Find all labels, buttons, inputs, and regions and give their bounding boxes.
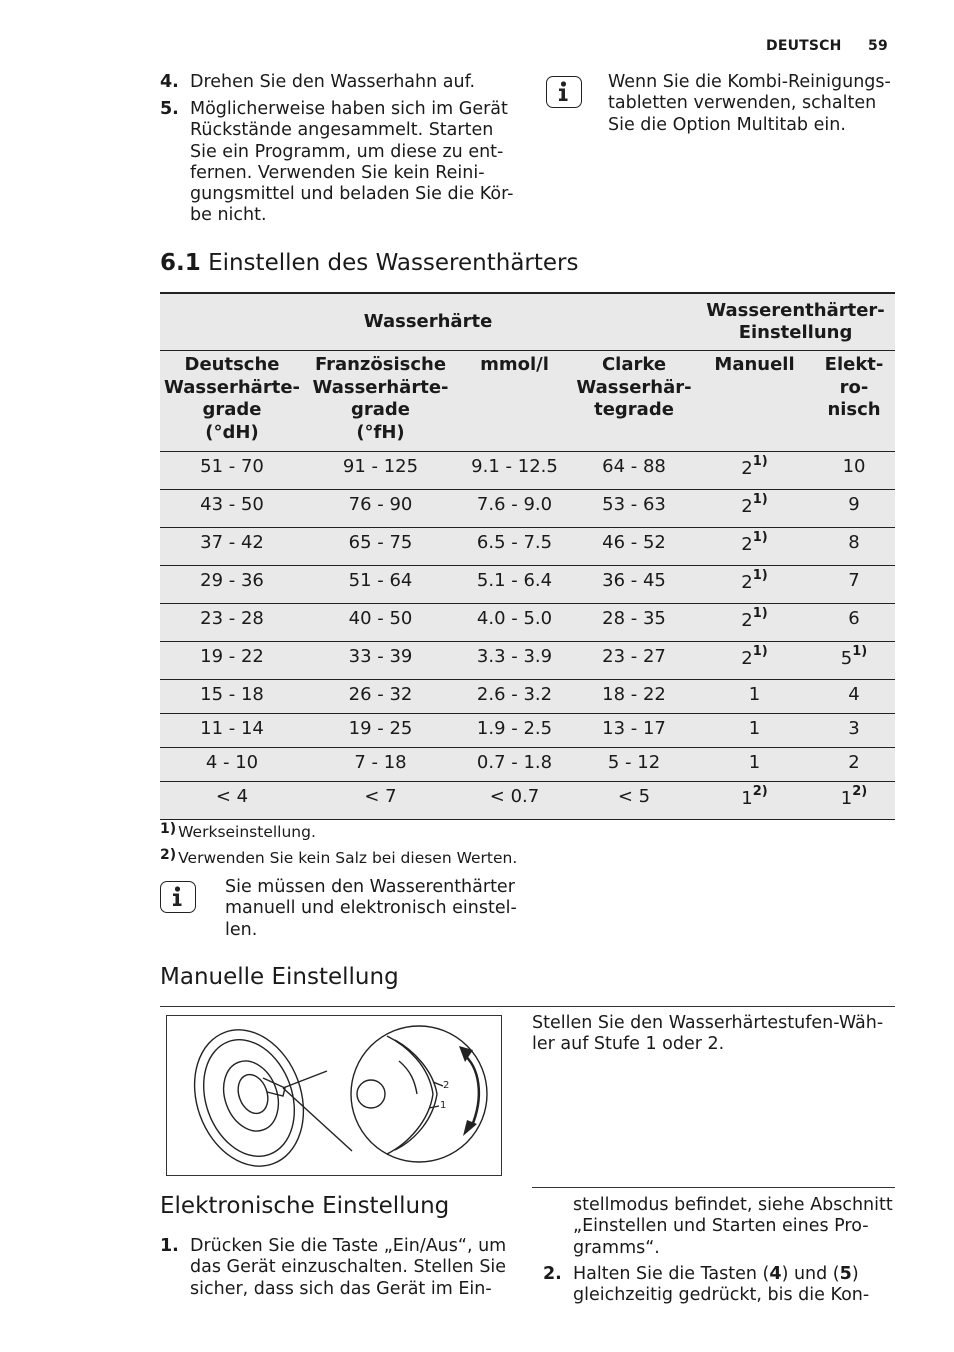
table-cell — [696, 490, 813, 528]
cell-value: 4 — [848, 684, 860, 705]
cell-value: 40 - 50 — [348, 608, 413, 629]
table-cell — [696, 680, 813, 714]
table-cell — [457, 642, 572, 680]
table-cell — [457, 452, 572, 490]
cell-value: 36 - 45 — [602, 570, 666, 591]
footnote-text: Verwenden Sie kein Salz bei diesen Werten. — [178, 849, 518, 867]
page-number: 59 — [868, 38, 888, 54]
footnote-reference: 1) — [752, 492, 768, 507]
electronic-setting-title: Elektronische Einstellung — [160, 1193, 450, 1219]
table-cell — [813, 782, 895, 820]
cell-value: 2 — [741, 458, 753, 479]
info-icon — [546, 76, 582, 108]
table-cell — [696, 714, 813, 748]
step-line: sicher, dass sich das Gerät im Ein- — [190, 1278, 492, 1299]
cell-value: 3.3 - 3.9 — [476, 646, 553, 667]
selector-figure — [166, 1015, 502, 1176]
table-cell — [304, 714, 457, 748]
divider — [160, 1006, 895, 1007]
info-line: tabletten verwenden, schalten — [608, 93, 877, 114]
table-cell — [160, 604, 304, 642]
column-header: Manuell — [696, 351, 813, 452]
column-header: Deutsche Wasserhärte- grade (°dH) — [160, 351, 304, 452]
table-cell — [304, 452, 457, 490]
manual-line: ler auf Stufe 1 oder 2. — [532, 1034, 725, 1055]
button-ref: 4 — [769, 1264, 782, 1284]
table-cell — [696, 748, 813, 782]
cell-value: 9.1 - 12.5 — [471, 456, 558, 477]
cell-value: 4 - 10 — [205, 752, 259, 773]
info-line: Sie müssen den Wasserenthärter — [225, 877, 515, 897]
column-header: Elekt- ro- nisch — [813, 351, 895, 452]
step-line: stellmodus befindet, siehe Abschnitt — [573, 1195, 893, 1215]
cell-value: 2 — [848, 752, 860, 773]
info-line: Wenn Sie die Kombi-Reinigungs- — [608, 72, 891, 92]
cell-value: 2 — [741, 610, 753, 631]
step-text-block — [573, 1264, 869, 1307]
table-cell — [160, 782, 304, 820]
table-row — [160, 748, 895, 782]
step-line: gungsmittel und beladen Sie die Kör- — [190, 184, 514, 205]
table-row — [160, 782, 895, 820]
step-line: „Einstellen und Starten eines Pro- — [573, 1216, 869, 1237]
table-row — [160, 566, 895, 604]
table-cell — [160, 748, 304, 782]
step-line: Rückstände angesammelt. Starten — [190, 120, 494, 141]
step-number: 2. — [543, 1264, 562, 1284]
table-cell — [572, 680, 696, 714]
footnote-reference: 1) — [752, 454, 768, 469]
footnote-reference: 1) — [852, 644, 868, 659]
step-number: 4. — [160, 72, 179, 92]
table-cell — [457, 782, 572, 820]
table-cell — [457, 566, 572, 604]
footnote-reference: 2) — [752, 784, 768, 799]
step-line: gramms“. — [573, 1237, 660, 1258]
cell-value: 4.0 - 5.0 — [476, 608, 553, 629]
running-header-section: DEUTSCH — [766, 38, 842, 54]
step-text-block — [190, 99, 514, 227]
cell-value: 5.1 - 6.4 — [476, 570, 553, 591]
cell-value: 51 - 70 — [200, 456, 264, 477]
step-line: Halten Sie die Tasten (4) und (5) — [573, 1264, 859, 1284]
table-cell — [304, 566, 457, 604]
table-cell — [457, 748, 572, 782]
cell-value: 2 — [741, 572, 753, 593]
info-text-top — [608, 72, 891, 136]
cell-value: 43 - 50 — [200, 494, 264, 515]
cell-value: 2 — [741, 496, 753, 517]
step-number: 1. — [160, 1236, 179, 1256]
cell-value: 1 — [840, 788, 853, 809]
table-cell — [304, 528, 457, 566]
footnote-reference: 2) — [852, 784, 868, 799]
cell-value: 15 - 18 — [200, 684, 264, 705]
cell-value: 53 - 63 — [602, 494, 666, 515]
table-cell — [572, 642, 696, 680]
table-cell — [696, 452, 813, 490]
cell-value: < 5 — [617, 786, 651, 807]
step-line: be nicht. — [190, 205, 267, 226]
table-cell — [457, 680, 572, 714]
cell-value: 1 — [748, 752, 761, 773]
cell-value: 19 - 25 — [348, 718, 413, 739]
cell-value: 28 - 35 — [602, 608, 666, 629]
table-row — [160, 528, 895, 566]
cell-value: 7 - 18 — [354, 752, 407, 773]
cell-value: 2 — [741, 648, 753, 669]
footnote — [160, 823, 316, 841]
table-cell — [572, 714, 696, 748]
table-cell — [572, 604, 696, 642]
step-text: Drehen Sie den Wasserhahn auf. — [190, 72, 476, 92]
cell-value: 7.6 - 9.0 — [476, 494, 553, 515]
figure-label: 2 — [443, 1080, 450, 1091]
cell-value: 91 - 125 — [342, 456, 419, 477]
cell-value: 1 — [748, 684, 761, 705]
table-cell — [813, 642, 895, 680]
info-line: len. — [225, 919, 258, 940]
table-row — [160, 714, 895, 748]
table-cell — [457, 604, 572, 642]
footnote-reference: 1) — [752, 530, 768, 545]
step-continuation — [573, 1195, 893, 1259]
table-row — [160, 604, 895, 642]
table-cell — [160, 714, 304, 748]
cell-value: < 0.7 — [489, 786, 540, 807]
table-cell — [304, 490, 457, 528]
info-line: manuell und elektronisch einstel- — [225, 898, 517, 919]
cell-value: 37 - 42 — [200, 532, 264, 553]
step-number: 5. — [160, 99, 179, 119]
table-cell — [813, 566, 895, 604]
cell-value: 3 — [848, 718, 860, 739]
table-cell — [304, 642, 457, 680]
footnote-text: Werkseinstellung. — [178, 823, 316, 841]
manual-setting-text — [532, 1013, 883, 1056]
cell-value: 2.6 - 3.2 — [476, 684, 553, 705]
step-line: Drücken Sie die Taste „Ein/Aus“, um — [190, 1236, 507, 1256]
table-cell — [457, 490, 572, 528]
column-header: Clarke Wasserhär- tegrade — [572, 351, 696, 452]
cell-value: 0.7 - 1.8 — [476, 752, 553, 773]
cell-value: 5 - 12 — [607, 752, 661, 773]
cell-value: 26 - 32 — [348, 684, 413, 705]
table-cell — [160, 528, 304, 566]
table-cell — [160, 452, 304, 490]
cell-value: 33 - 39 — [348, 646, 413, 667]
water-hardness-table — [160, 292, 895, 820]
cell-value: 18 - 22 — [602, 684, 666, 705]
cell-value: 2 — [741, 534, 753, 555]
table-cell — [304, 748, 457, 782]
table-cell — [813, 714, 895, 748]
table-cell — [813, 528, 895, 566]
step-text-block — [190, 1236, 506, 1300]
step-line: Möglicherweise haben sich im Gerät — [190, 99, 508, 119]
step-line: fernen. Verwenden Sie kein Reini- — [190, 162, 485, 183]
table-cell — [304, 604, 457, 642]
figure-label: 1 — [440, 1100, 447, 1111]
water-hardness-selector-illustration — [167, 1016, 501, 1175]
cell-value: 46 - 52 — [602, 532, 666, 553]
table-row — [160, 680, 895, 714]
cell-value: 10 — [842, 456, 866, 477]
cell-value: 6.5 - 7.5 — [476, 532, 553, 553]
manual-setting-title: Manuelle Einstellung — [160, 964, 399, 990]
table-cell — [696, 604, 813, 642]
manual-line: Stellen Sie den Wasserhärtestufen-Wäh- — [532, 1013, 884, 1033]
step-line: das Gerät einzuschalten. Stellen Sie — [190, 1257, 507, 1278]
table-cell — [813, 490, 895, 528]
cell-value: 23 - 28 — [200, 608, 264, 629]
footnote-mark: 1) — [160, 821, 177, 837]
section-title — [160, 250, 579, 276]
cell-value: 76 - 90 — [348, 494, 413, 515]
table-cell — [160, 566, 304, 604]
cell-value: 9 — [848, 494, 860, 515]
table-cell — [572, 452, 696, 490]
button-ref: 5 — [839, 1264, 852, 1284]
table-cell — [572, 566, 696, 604]
cell-value: 1.9 - 2.5 — [476, 718, 553, 739]
cell-value: 19 - 22 — [200, 646, 264, 667]
table-cell — [696, 566, 813, 604]
cell-value: 1 — [748, 718, 761, 739]
footnote-reference: 1) — [752, 644, 768, 659]
info-line: Sie die Option Multitab ein. — [608, 114, 846, 135]
table-row — [160, 452, 895, 490]
cell-value: 64 - 88 — [602, 456, 666, 477]
section-number: 6.1 — [160, 250, 201, 276]
table-cell — [457, 714, 572, 748]
table-cell — [160, 490, 304, 528]
table-cell — [304, 680, 457, 714]
table-cell — [572, 528, 696, 566]
column-header: mmol/l — [457, 351, 572, 452]
cell-value: 23 - 27 — [602, 646, 666, 667]
table-row — [160, 490, 895, 528]
cell-value: 51 - 64 — [348, 570, 413, 591]
table-cell — [813, 680, 895, 714]
cell-value: 5 — [840, 648, 853, 669]
info-text-mid — [225, 877, 517, 941]
group-header-hardness: Wasserhärte — [160, 293, 696, 351]
cell-value: 6 — [848, 608, 860, 629]
cell-value: < 4 — [215, 786, 249, 807]
table-cell — [813, 452, 895, 490]
cell-value: 7 — [848, 570, 860, 591]
table-cell — [160, 642, 304, 680]
cell-value: 65 - 75 — [348, 532, 413, 553]
table-cell — [304, 782, 457, 820]
cell-value: 13 - 17 — [602, 718, 666, 739]
table-cell — [696, 528, 813, 566]
table-cell — [572, 782, 696, 820]
info-icon — [160, 881, 196, 913]
cell-value: < 7 — [364, 786, 397, 807]
cell-value: 29 - 36 — [200, 570, 264, 591]
step-line: Sie ein Programm, um diese zu ent- — [190, 141, 504, 162]
footnote — [160, 849, 517, 867]
table-cell — [813, 604, 895, 642]
step-line: gleichzeitig gedrückt, bis die Kon- — [573, 1285, 870, 1306]
cell-value: 1 — [741, 788, 753, 809]
footnote-reference: 1) — [752, 568, 768, 583]
divider — [532, 1187, 895, 1188]
footnote-reference: 1) — [752, 606, 768, 621]
table-cell — [696, 642, 813, 680]
group-header-setting: Wasserenthärter- Einstellung — [696, 293, 895, 351]
table-cell — [813, 748, 895, 782]
column-header: Französische Wasserhärte- grade (°fH) — [304, 351, 457, 452]
table-cell — [160, 680, 304, 714]
table-row — [160, 642, 895, 680]
cell-value: 8 — [848, 532, 860, 553]
cell-value: 11 - 14 — [200, 718, 264, 739]
table-cell — [696, 782, 813, 820]
table-cell — [572, 490, 696, 528]
table-cell — [572, 748, 696, 782]
section-title-text: Einstellen des Wasserenthärters — [208, 250, 579, 276]
footnote-mark: 2) — [160, 847, 177, 863]
table-cell — [457, 528, 572, 566]
